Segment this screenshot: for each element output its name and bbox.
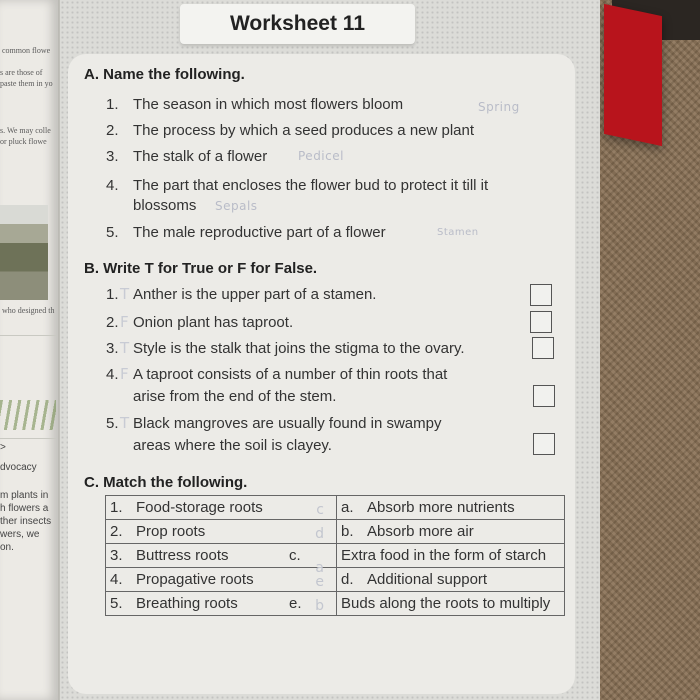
facing-page-illustration <box>0 400 56 430</box>
match-table <box>105 495 565 616</box>
item-text: Prop roots <box>136 523 206 540</box>
item-text: Black mangroves are usually found in swampy <box>133 415 442 432</box>
option-letter: d. <box>341 571 354 588</box>
answer-checkbox[interactable] <box>533 385 555 407</box>
answer-checkbox[interactable] <box>533 433 555 455</box>
match-right-cell <box>337 496 565 520</box>
handwritten-answer: b <box>315 598 324 614</box>
option-letter: c. <box>289 547 301 564</box>
option-text: Buds along the roots to multiply <box>341 595 551 612</box>
item-number: 3. <box>106 148 119 165</box>
facing-page-photo <box>0 205 48 300</box>
facing-page-text: on. <box>0 542 14 553</box>
item-text: The process by which a seed produces a new plant <box>133 122 475 139</box>
handwritten-answer: e <box>315 574 324 590</box>
facing-page-text: common flowe <box>2 46 51 55</box>
divider <box>0 438 56 439</box>
handwritten-mark: T <box>120 414 130 432</box>
handwritten-answer: a <box>315 560 324 576</box>
facing-page-text: m plants in <box>0 490 49 501</box>
answer-checkbox[interactable] <box>530 284 552 306</box>
handwritten-mark: T <box>120 285 130 303</box>
option-letter: e. <box>289 595 302 612</box>
facing-page-text: h flowers a <box>0 503 49 514</box>
facing-page-text: s. We may colle <box>0 126 51 135</box>
divider <box>0 335 56 336</box>
item-text: The stalk of a flower <box>133 148 268 165</box>
item-number: 3. <box>106 340 119 357</box>
item-text-continued: blossoms <box>133 197 197 214</box>
item-number: 2. <box>110 523 123 540</box>
table-row <box>106 568 565 592</box>
match-right-cell <box>289 544 565 568</box>
match-left-cell <box>106 544 337 576</box>
option-letter: b. <box>341 523 354 540</box>
match-left-cell <box>106 592 337 616</box>
facing-page-text: wers, we <box>0 529 40 540</box>
item-number: 4. <box>110 571 123 588</box>
match-right-cell <box>337 520 565 544</box>
answer-checkbox[interactable] <box>532 337 554 359</box>
item-text: Onion plant has taproot. <box>133 314 294 331</box>
item-text: Propagative roots <box>136 571 254 588</box>
handwritten-mark: F <box>120 313 129 331</box>
facing-page-text: dvocacy <box>0 462 37 473</box>
table-row <box>106 592 565 616</box>
item-text: Buttress roots <box>136 547 229 564</box>
section-a-item <box>106 175 556 219</box>
item-text-continued: areas where the soil is clayey. <box>133 437 332 454</box>
handwritten-answer: c <box>316 502 324 518</box>
item-text: Breathing roots <box>136 595 238 612</box>
item-text: Food-storage roots <box>136 499 263 516</box>
handwritten-answer: Pedicel <box>298 149 344 163</box>
item-number: 1. <box>106 96 119 113</box>
item-text: The male reproductive part of a flower <box>133 224 386 241</box>
answer-checkbox[interactable] <box>530 311 552 333</box>
section-c-heading: C. Match the following. <box>84 474 248 491</box>
item-number: 4. <box>106 177 119 194</box>
item-text: The season in which most flowers bloom <box>133 96 404 113</box>
facing-page-text: or pluck flowe <box>0 137 47 146</box>
match-left-cell <box>106 568 337 592</box>
option-text: Extra food in the form of starch <box>341 547 547 564</box>
item-number: 4. <box>106 366 119 383</box>
item-number: 2. <box>106 314 119 331</box>
item-text: Anther is the upper part of a stamen. <box>133 286 377 303</box>
table-row <box>106 520 565 544</box>
red-cloth <box>604 4 662 146</box>
item-text-continued: arise from the end of the stem. <box>133 388 337 405</box>
option-text: Absorb more nutrients <box>367 499 515 516</box>
facing-page-text: who designed th <box>2 306 55 315</box>
section-a-heading: A. Name the following. <box>84 66 245 83</box>
item-number: 5. <box>106 224 119 241</box>
worksheet-title: Worksheet 11 <box>180 4 415 44</box>
option-letter: a. <box>341 499 354 516</box>
item-number: 5. <box>110 595 123 612</box>
facing-page <box>0 0 58 700</box>
item-text: Style is the stalk that joins the stigma to the ovary. <box>133 340 465 357</box>
match-right-cell <box>337 568 565 592</box>
match-right-cell <box>289 592 565 616</box>
table-row <box>106 544 565 568</box>
handwritten-mark: T <box>120 339 130 357</box>
section-b-item <box>106 364 526 408</box>
handwritten-answer: d <box>315 526 324 542</box>
section-b-item <box>106 413 526 457</box>
section-b-heading: B. Write T for True or F for False. <box>84 260 318 277</box>
item-number: 3. <box>110 547 123 564</box>
item-number: 1. <box>106 286 119 303</box>
item-number: 2. <box>106 122 119 139</box>
match-left-cell <box>106 496 337 520</box>
facing-page-text: > <box>0 442 6 453</box>
facing-page-text: paste them in yo <box>0 79 53 88</box>
table-row <box>106 496 565 520</box>
option-text: Additional support <box>367 571 488 588</box>
handwritten-mark: F <box>120 365 129 383</box>
handwritten-answer: Stamen <box>437 227 479 238</box>
item-number: 5. <box>106 415 119 432</box>
item-text: The part that encloses the flower bud to protect it till it <box>133 177 489 194</box>
facing-page-text: s are those of <box>0 68 43 77</box>
match-left-cell <box>106 520 337 544</box>
item-text: A taproot consists of a number of thin roots that <box>133 366 448 383</box>
item-number: 1. <box>110 499 123 516</box>
handwritten-answer: Spring <box>478 100 520 114</box>
handwritten-answer: Sepals <box>215 199 258 213</box>
option-text: Absorb more air <box>367 523 474 540</box>
facing-page-text: ther insects <box>0 516 52 527</box>
